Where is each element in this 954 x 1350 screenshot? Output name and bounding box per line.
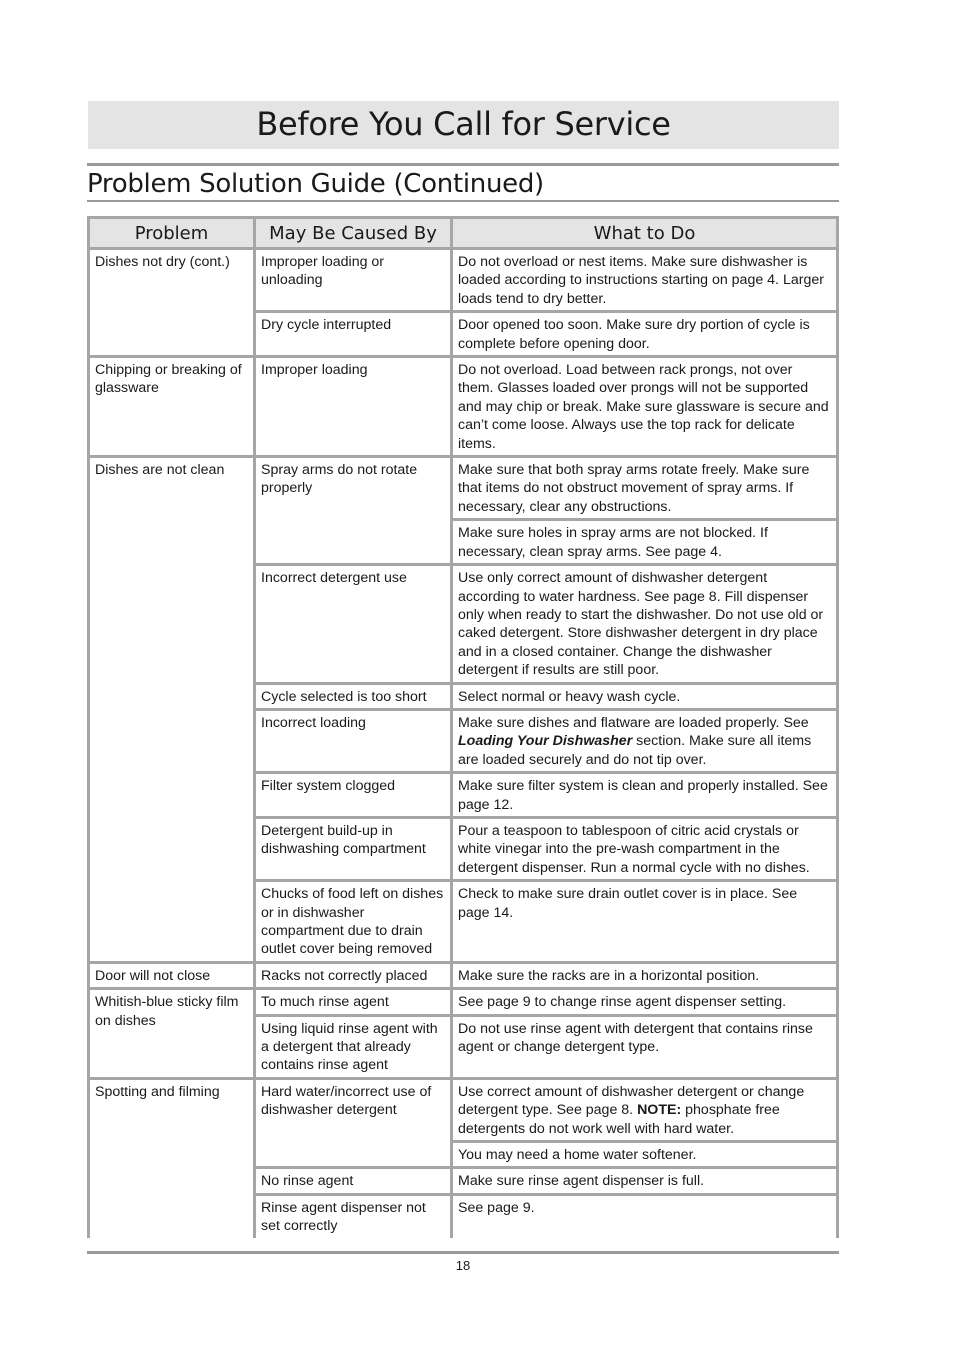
cause-cell: Incorrect loading bbox=[256, 711, 450, 771]
solution-text: section. Make sure all items are loaded securely and do not tip over. bbox=[458, 733, 812, 768]
solution-text: Make sure dishes and flatware are loaded properly. See bbox=[458, 714, 809, 731]
solution-cell: See page 9. bbox=[453, 1196, 836, 1238]
title-banner bbox=[88, 101, 839, 149]
page-number: 18 bbox=[455, 1258, 471, 1273]
solution-cell: Make sure filter system is clean and properly installed. See page 12. bbox=[453, 774, 836, 816]
table-row bbox=[90, 1080, 836, 1140]
solution-cell: Check to make sure drain outlet cover is in place. See page 14. bbox=[453, 882, 836, 961]
cause-cell: Detergent build-up in dishwashing compartment bbox=[256, 819, 450, 879]
solution-cell: Use only correct amount of dishwasher detergent according to water hardness. See page 8. Fill dispenser only when ready to start the dishwasher. Do not use old or caked detergent. Store dishwasher detergent in dry place and in a closed container. Change the dishwasher detergent if results are still poor. bbox=[453, 566, 836, 681]
table-row bbox=[90, 964, 836, 987]
cause-cell: Dry cycle interrupted bbox=[256, 313, 450, 355]
cause-cell: Hard water/incorrect use of dishwasher detergent bbox=[256, 1080, 450, 1167]
solution-cell: Make sure the racks are in a horizontal position. bbox=[453, 964, 836, 987]
solution-cell: Door opened too soon. Make sure dry portion of cycle is complete before opening door. bbox=[453, 313, 836, 355]
page-title: Before You Call for Service bbox=[256, 105, 671, 143]
solution-cell: Make sure that both spray arms rotate freely. Make sure that items do not obstruct movement of spray arms. If necessary, clear any obstructions. bbox=[453, 458, 836, 518]
problem-solution-table-frame bbox=[87, 216, 839, 1238]
problem-cell: Door will not close bbox=[90, 964, 253, 987]
section-subtitle: Problem Solution Guide (Continued) bbox=[87, 169, 544, 199]
note-label: NOTE: bbox=[637, 1102, 682, 1119]
cause-cell: Spray arms do not rotate properly bbox=[256, 458, 450, 563]
problem-cell: Chipping or breaking of glassware bbox=[90, 358, 253, 455]
solution-cell: See page 9 to change rinse agent dispenser setting. bbox=[453, 990, 836, 1013]
problem-cell: Dishes are not clean bbox=[90, 458, 253, 961]
cause-cell: Filter system clogged bbox=[256, 774, 450, 816]
cause-cell: Rinse agent dispenser not set correctly bbox=[256, 1196, 450, 1238]
solution-cell: Do not overload or nest items. Make sure dishwasher is loaded according to instructions starting on page 4. Larger loads tend to dry better. bbox=[453, 250, 836, 310]
solution-cell bbox=[453, 711, 836, 771]
section-reference: Loading Your Dishwasher bbox=[458, 733, 633, 750]
cause-cell: Using liquid rinse agent with a detergent that already contains rinse agent bbox=[256, 1017, 450, 1077]
cause-cell: No rinse agent bbox=[256, 1169, 450, 1192]
solution-cell: Do not overload. Load between rack prongs, not over them. Glasses loaded over prongs will not be supported and may chip or break. Make sure glassware is secure and can’t come loose. Always use the top rack for delicate items. bbox=[453, 358, 836, 455]
solution-cell: Do not use rinse agent with detergent that contains rinse agent or change detergent type. bbox=[453, 1017, 836, 1077]
cause-cell: Improper loading or unloading bbox=[256, 250, 450, 310]
column-header-cause: May Be Caused By bbox=[256, 219, 450, 247]
solution-cell: Make sure rinse agent dispenser is full. bbox=[453, 1169, 836, 1192]
solution-cell: Select normal or heavy wash cycle. bbox=[453, 685, 836, 708]
cause-cell: Cycle selected is too short bbox=[256, 685, 450, 708]
solution-text: phosphate free detergents do not work well with hard water. bbox=[458, 1102, 780, 1137]
table-row bbox=[90, 358, 836, 455]
problem-solution-table bbox=[87, 216, 839, 1241]
problem-cell: Dishes not dry (cont.) bbox=[90, 250, 253, 355]
solution-cell: You may need a home water softener. bbox=[453, 1143, 836, 1166]
solution-cell: Pour a teaspoon to tablespoon of citric acid crystals or white vinegar into the pre-wash compartment in the detergent dispenser. Run a normal cycle with no dishes. bbox=[453, 819, 836, 879]
cause-cell: Chucks of food left on dishes or in dishwasher compartment due to drain outlet cover being removed bbox=[256, 882, 450, 961]
cause-cell: Racks not correctly placed bbox=[256, 964, 450, 987]
subtitle-bottom-rule bbox=[87, 200, 839, 202]
footer-rule bbox=[87, 1251, 839, 1254]
solution-text: Use correct amount of dishwasher detergent or change detergent type. See page 8. bbox=[458, 1083, 805, 1119]
solution-cell: Make sure holes in spray arms are not blocked. If necessary, clean spray arms. See page 4. bbox=[453, 521, 836, 563]
cause-cell: Improper loading bbox=[256, 358, 450, 455]
table-header-row bbox=[90, 219, 836, 247]
column-header-problem: Problem bbox=[90, 219, 253, 247]
cause-cell: Incorrect detergent use bbox=[256, 566, 450, 681]
table-row bbox=[90, 990, 836, 1013]
table-row bbox=[90, 250, 836, 310]
table-row bbox=[90, 458, 836, 518]
problem-cell: Whitish-blue sticky film on dishes bbox=[90, 990, 253, 1077]
solution-cell bbox=[453, 1080, 836, 1140]
table-body bbox=[90, 250, 836, 1238]
cause-cell: To much rinse agent bbox=[256, 990, 450, 1013]
column-header-solution: What to Do bbox=[453, 219, 836, 247]
problem-cell: Spotting and filming bbox=[90, 1080, 253, 1238]
